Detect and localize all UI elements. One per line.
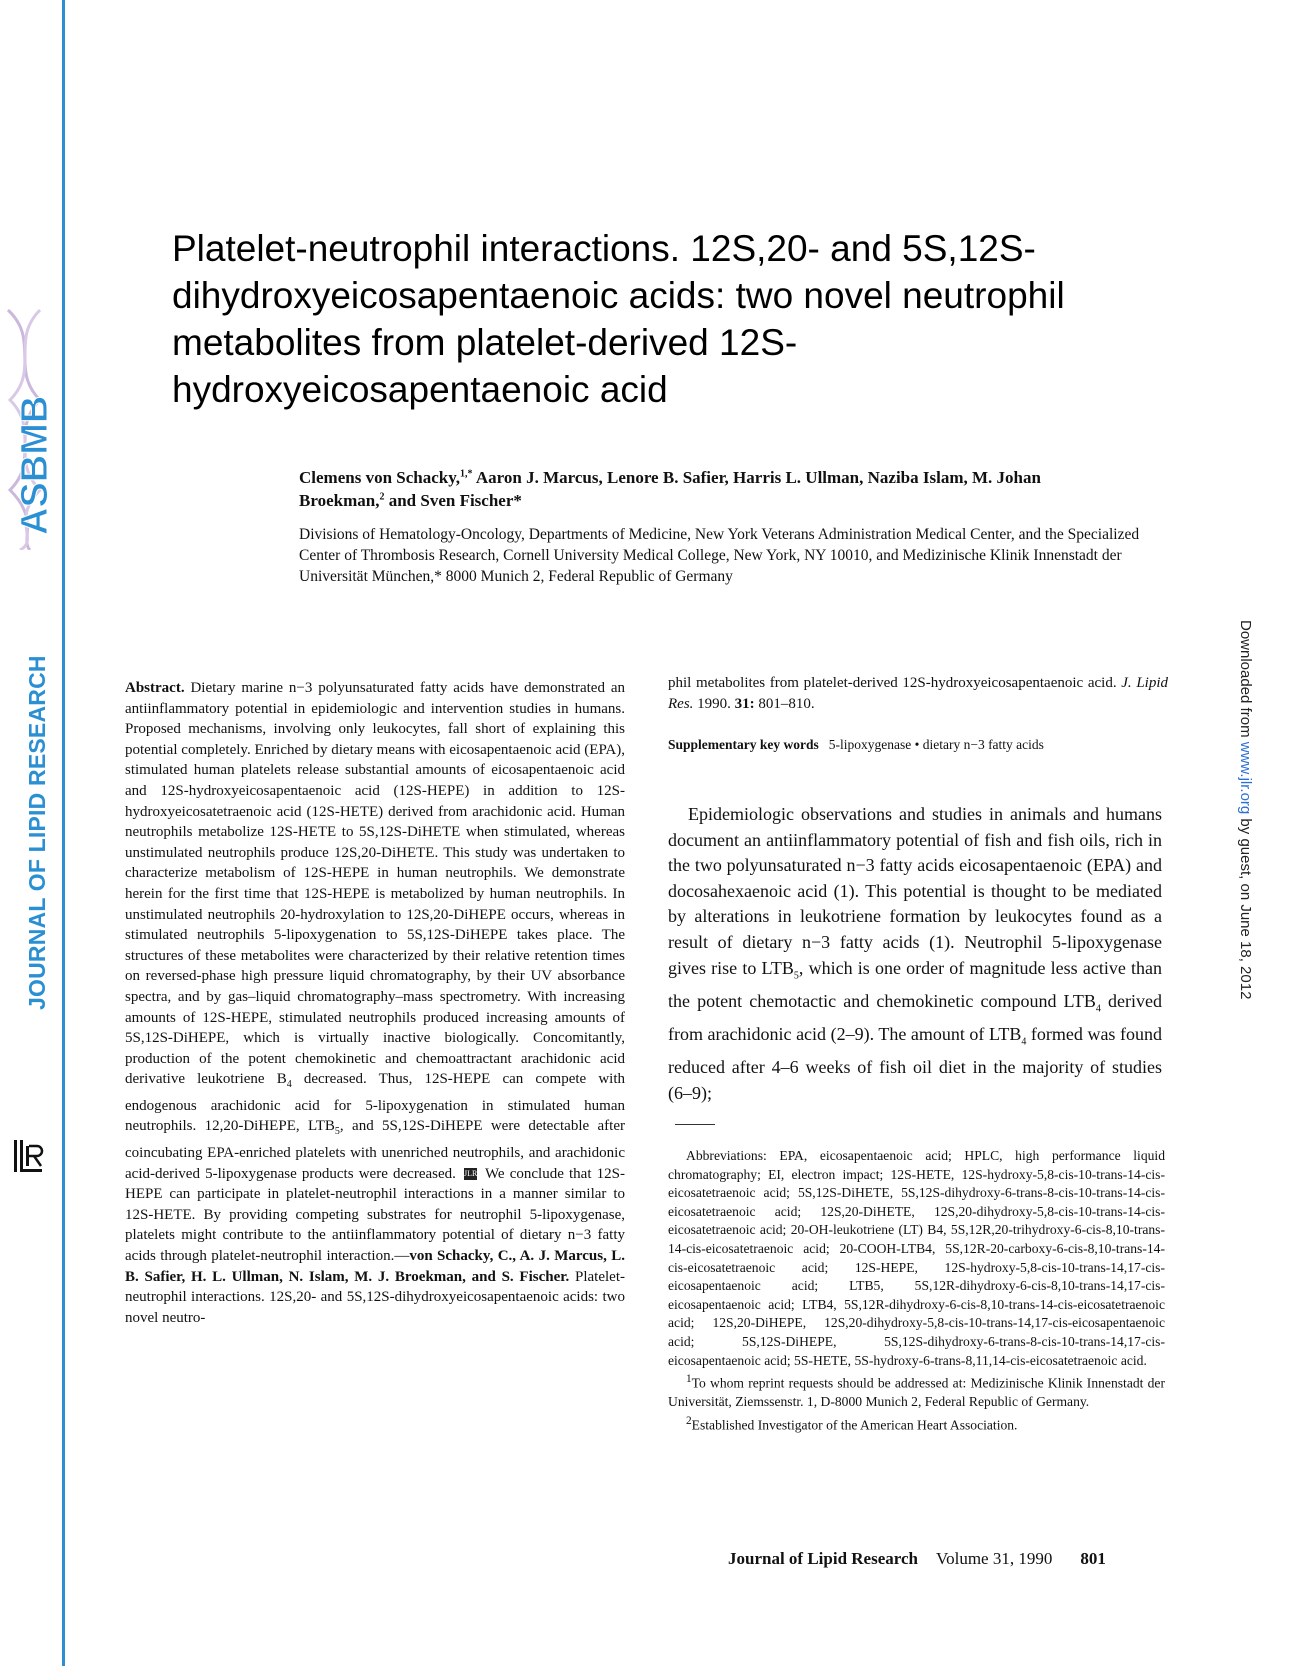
- download-suffix: by guest, on June 18, 2012: [1237, 814, 1254, 1000]
- abstract-text-4: We conclude that 12S-HEPE can participate in platelet-neutrophil interactions in a manner similar to 12S-HETE. By providing competing substrates for neutrophil 5-lipoxygenase, platelets might contribute to the antiinflammatory potential of dietary n−3 fatty acids through platelet-neutrophil interaction.—: [125, 1165, 625, 1265]
- article-title: Platelet-neutrophil interactions. 12S,20- and 5S,12S-dihydroxyeicosapentaenoic acids: two novel neutrophil metabolites from platelet-derived 12S-hydroxyeicosapentaenoic acid: [172, 228, 1065, 410]
- abstract: [125, 678, 625, 1328]
- abstract-journal-ref: J. Lipid Res.: [668, 675, 1168, 712]
- download-notice: [1237, 620, 1254, 999]
- asbmb-logo-text: ASBMB: [14, 395, 56, 535]
- footnote-2-mark: 2: [686, 1414, 692, 1427]
- keywords: [668, 736, 1168, 754]
- abstract-continued-text: phil metabolites from platelet-derived 12S-hydroxyeicosapentaenoic acid.: [668, 675, 1117, 691]
- body-text-d: formed was found reduced after 4–6 weeks of fish oil diet in the majority of studies (6–9);: [668, 1023, 1162, 1103]
- body-sub-2: 4: [1095, 1003, 1101, 1015]
- abstract-sub-1: 4: [286, 1079, 292, 1091]
- abstract-text-5: Platelet-neutrophil interactions. 12S,20- and 5S,12S-dihydroxyeicosapentaenoic acids: two novel neutro-: [125, 1268, 625, 1326]
- keywords-text: 5-lipoxygenase • dietary n−3 fatty acids: [828, 737, 1044, 752]
- abstract-volume: 31:: [734, 695, 755, 712]
- asbmb-logo: [0, 300, 62, 550]
- abstract-citation-authors: von Schacky, C., A. J. Marcus, L. B. Safier, H. L. Ullman, N. Islam, M. J. Broekman, and S. Fischer.: [125, 1248, 625, 1285]
- footer-volume: Volume 31, 1990: [936, 1549, 1053, 1568]
- body-sub-3: 4: [1021, 1036, 1027, 1048]
- abstract-continuation: [668, 673, 1168, 714]
- jlr-logo-text: JLR: [12, 1138, 14, 1139]
- footnote-2-text: Established Investigator of the American Heart Association.: [691, 1417, 1018, 1433]
- author-broekman-mark: 2: [379, 491, 385, 503]
- abstract-year: 1990.: [693, 695, 735, 712]
- footnote-divider: [675, 1124, 715, 1125]
- jlr-logo-icon: [12, 1138, 46, 1174]
- body-text-a: Epidemiologic observations and studies in animals and humans document an antiinflammatory potential of fish and fish oils, rich in the two polyunsaturated n−3 fatty acids eicosapentaenoic (EPA) and docosahexaenoic acid (1). This potential is thought to be mediated by alterations in leukotriene formation by leukocytes found as a result of dietary n−3 fatty acids (1). Neutrophil 5-lipoxygenase gives rise to LTB: [668, 804, 1162, 978]
- authors-middle: Aaron J. Marcus, Lenore B. Safier, Harris L. Ullman, Naziba Islam, M. Johan Broekman,: [299, 468, 1041, 510]
- body-paragraph: [668, 802, 1162, 1106]
- abstract-sub-2: 5: [334, 1126, 340, 1138]
- footnote-1-mark: 1: [686, 1373, 692, 1386]
- footnote-2: [668, 1412, 1165, 1435]
- body-text-c: derived from arachidonic acid (2–9). The amount of LTB: [668, 990, 1162, 1044]
- footer-journal: Journal of Lipid Research: [728, 1549, 919, 1568]
- download-link[interactable]: www.jlr.org: [1237, 741, 1254, 815]
- footnotes: [668, 1147, 1165, 1435]
- page-number: 801: [1080, 1549, 1106, 1568]
- abstract-text-3: , and 5S,12S-DiHEPE were detectable after coincubating EPA-enriched platelets with unenriched neutrophils, and arachidonic acid-derived 5-lipoxygenase products were decreased.: [125, 1118, 625, 1182]
- body-sub-1: 5: [793, 970, 799, 982]
- author-list: [299, 466, 1099, 512]
- author-last: and Sven Fischer*: [384, 491, 522, 510]
- download-prefix: Downloaded from: [1237, 620, 1254, 742]
- footnote-1: [668, 1370, 1165, 1412]
- jlr-badge-icon: JLR: [464, 1169, 478, 1179]
- abstract-label: Abstract.: [125, 680, 185, 696]
- keywords-label: Supplementary key words: [668, 737, 819, 752]
- journal-name-vertical: JOURNAL OF LIPID RESEARCH: [24, 655, 50, 1010]
- author-1: Clemens von Schacky,: [299, 468, 461, 487]
- author-1-marks: 1,*: [460, 468, 473, 480]
- abbreviations-footnote: Abbreviations: EPA, eicosapentaenoic acid; HPLC, high performance liquid chromatography; EI, electron impact; 12S-HETE, 12S-hydroxy-5,8-cis-10-trans-14-cis-eicosatetraenoic acid; 5S,12S-DiHETE, 5S,12S-dihydroxy-6-trans-8-cis-10-trans-14-cis-eicosatetraenoic acid; 12S,20-DiHETE, 12S,20-dihydroxy-5,8-cis-10-trans-14-cis-eicosatetraenoic acid; 20-OH-leukotriene (LT) B4, 5S,12R,20-trihydroxy-6-cis-8,10-trans-14-cis-eicosatetraenoic acid; 20-COOH-LTB4, 5S,12R-20-carboxy-6-cis-8,10-trans-14-cis-eicosatetraenoic acid; 12S-HEPE, 12S-hydroxy-5,8-cis-10-trans-14,17-cis-eicosapentaenoic acid; LTB5, 5S,12R-dihydroxy-6-cis-8,10-trans-14,17-cis-eicosapentaenoic acid; LTB4, 5S,12R-dihydroxy-6-cis-8,10-trans-14-cis-eicosatetraenoic acid; 12S,20-DiHEPE, 12S,20-dihydroxy-5,8-cis-10-trans-14,17-cis-eicosapentaenoic acid; 5S,12S-DiHEPE, 5S,12S-dihydroxy-6-trans-8-cis-10-trans-14,17-cis-eicosapentaenoic acid; 5S-HETE, 5S-hydroxy-6-trans-8,11,14-cis-eicosatetraenoic acid.: [668, 1148, 1165, 1368]
- page-footer: [728, 1549, 1168, 1569]
- affiliation: Divisions of Hematology-Oncology, Departments of Medicine, New York Veterans Administration Medical Center, and the Specialized Center of Thrombosis Research, Cornell University Medical College, New York, NY 10010, and Medizinische Klinik Innenstadt der Universität München,* 8000 Munich 2, Federal Republic of Germany: [299, 526, 1140, 585]
- sidebar-accent-line: [62, 0, 65, 1666]
- abstract-pages: 801–810.: [754, 695, 815, 712]
- body-text-b: , which is one order of magnitude less active than the potent chemotactic and chemokinetic compound LTB: [668, 957, 1162, 1011]
- footnote-1-text: To whom reprint requests should be addressed at: Medizinische Klinik Innenstadt der Universität, Ziemssenstr. 1, D-8000 Munich 2, Federal Republic of Germany.: [668, 1375, 1165, 1410]
- abstract-text-2: decreased. Thus, 12S-HEPE can compete with endogenous arachidonic acid for 5-lipoxygenation in stimulated human neutrophils. 12,20-DiHEPE, LTB: [125, 1071, 625, 1135]
- abstract-text-1: Dietary marine n−3 polyunsaturated fatty acids have demonstrated an antiinflammatory potential in epidemiologic and intervention studies in humans. Proposed mechanisms, involving only leukocytes, fall short of explaining this potential completely. Enriched by dietary means with eicosapentaenoic acid (EPA), stimulated human platelets release substantial amounts of eicosapentaenoic acid and 12S-hydroxyeicosapentaenoic acid (12S-HEPE) in addition to 12S-hydroxyeicosatetraenoic acid (12S-HETE) derived from arachidonic acid. Human neutrophils metabolize 12S-HETE to 5S,12S-DiHETE when stimulated, whereas unstimulated neutrophils produce 12S,20-DiHETE. This study was undertaken to characterize metabolism of 12S-HEPE in human neutrophils. We demonstrate herein for the first time that 12S-HEPE is metabolized by human neutrophils. In unstimulated neutrophils 20-hydroxylation to 12S,20-DiHEPE occurs, whereas in stimulated neutrophils 5-lipoxygenation to 5S,12S-DiHEPE takes place. The structures of these metabolites were characterized by their relative retention times on reversed-phase high pressure liquid chromatography, by their UV absorbance spectra, and by gas–liquid chromatography–mass spectrometry. With increasing amounts of 12S-HEPE, stimulated neutrophils produced increasing amounts of 5S,12S-DiHEPE, which is virtually inactive biologically. Concomitantly, production of the potent chemokinetic and chemoattractant arachidonic acid derivative leukotriene B: [125, 680, 626, 1088]
